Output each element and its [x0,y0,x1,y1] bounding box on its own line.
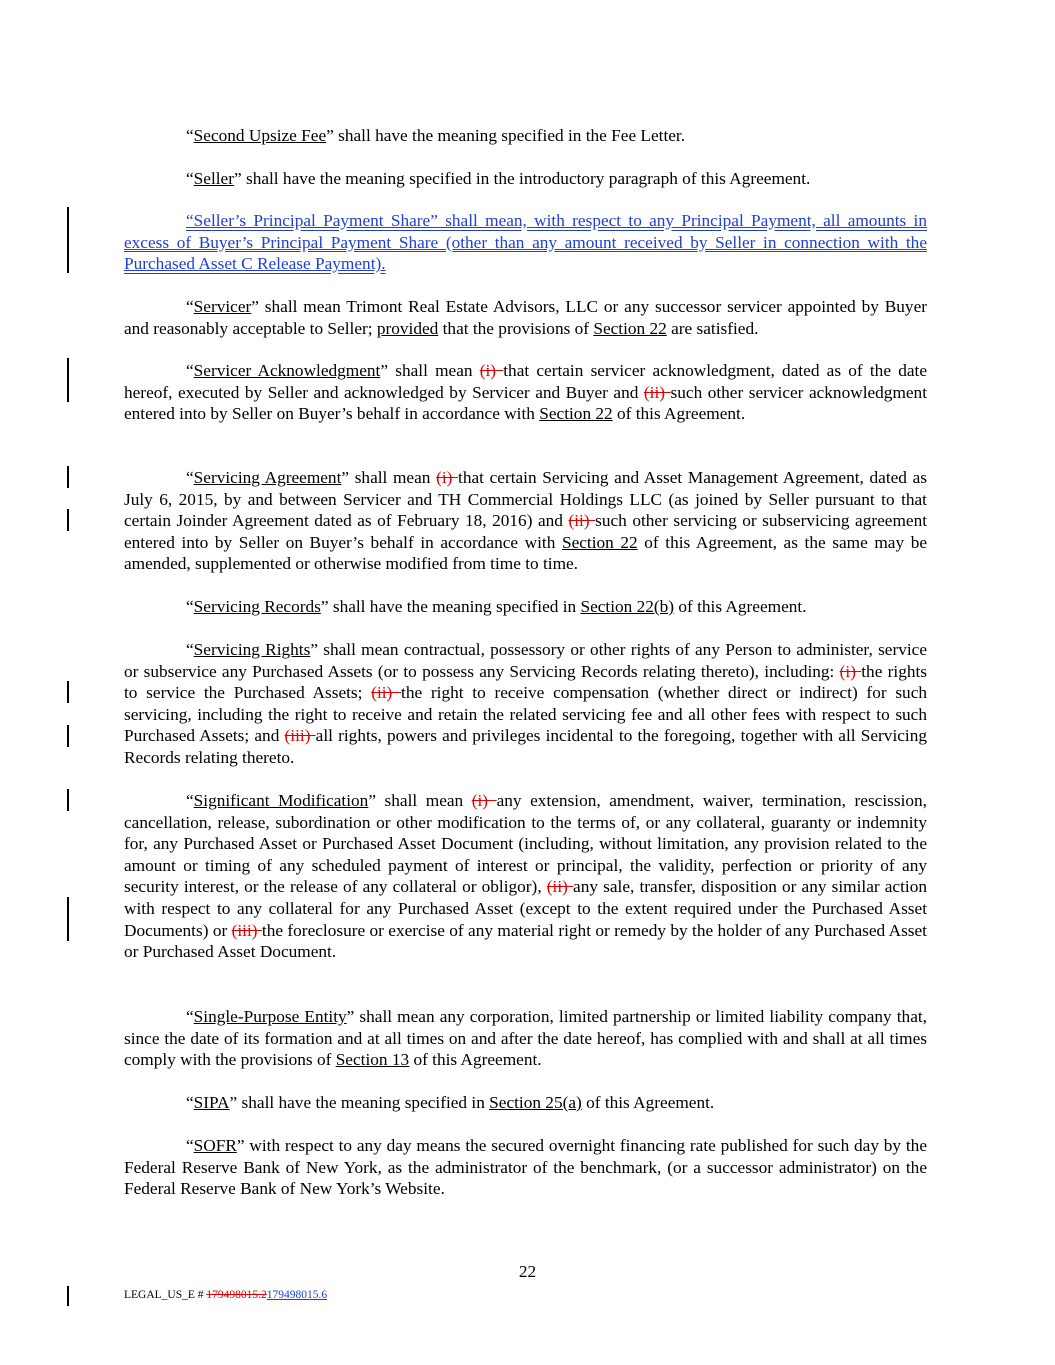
defined-term: Single-Purpose Entity [193,1007,347,1026]
body-text: ” with respect to any day means the secured overnight financing rate published for such day by the Federal Reserve Bank of New York, as the administrator of the benchmark, (or a successor administrator) on the Federal Reserve Bank of New York’s Website. [124,1136,927,1199]
body-text: “ [186,361,194,380]
definition-paragraph [124,168,927,190]
body-text: ” shall mean [368,791,472,810]
body-text: that the provisions of [438,318,594,338]
deleted-text: (i) [479,361,504,380]
body-text: ” shall mean [341,468,437,487]
body-text: ” shall mean [380,361,480,380]
inserted-text: “Seller’s Principal Payment Share” shall mean, with respect to any Principal Payment, all amounts in excess of Buyer’s Principal Payment Share (other than any amount received by Seller in connection with the Purchased Asset C Release Payment). [124,211,927,274]
body-text: such other servicer acknowledgment entered into by Seller on Buyer’s behalf in accordance with [124,382,928,424]
body-text: ” shall mean contractual, possessory or other rights of any Person to administer, service or subservice any Purchased Assets (or to possess any Servicing Records relating thereto), including: [124,640,928,681]
body-text: the right to receive compensation (whether direct or indirect) for such servicing, including the right to receive and retain the related servicing fee and all other fees with respect to such Purchased Assets; and [124,683,928,746]
defined-term: Section 25(a) [489,1093,582,1112]
document-id-footer [124,1289,327,1301]
definition-paragraph [124,790,927,963]
body-text: the rights to service the Purchased Assets; [124,661,928,703]
body-text: “ [186,297,194,316]
definition-paragraph [124,639,927,769]
body-text: ” shall mean Trimont Real Estate Advisors, LLC or any successor servicer appointed by Buyer and reasonably acceptable to Seller; [124,297,927,338]
footer-deleted-id: 179498015.2 [206,1289,267,1301]
body-text: “ [186,1093,194,1112]
body-text: “ [186,468,194,487]
change-bar [67,725,69,747]
body-text: such other servicing or subservicing agreement entered into by Seller on Buyer’s behalf in accordance with [124,511,928,552]
change-bar [67,358,69,402]
definition-paragraph [124,1135,927,1200]
change-bar [67,897,69,941]
deleted-text: (i) [471,791,497,810]
definition-paragraph [124,1006,927,1071]
defined-term: Section 22(b) [580,597,675,616]
body-text: “ [186,169,194,188]
footer-inserted-id: 179498015.6 [266,1289,328,1301]
body-text: ” shall mean any corporation, limited partnership or limited liability company that, since the date of its formation and at all times on and after the date hereof, has complied with and shall at all times comply with the provisions of [124,1007,927,1070]
body-text: that certain Servicing and Asset Management Agreement, dated as July 6, 2015, by and between Servicer and TH Commercial Holdings LLC (as joined by Seller pursuant to that certain Joinder Agreement dated as of February 18, 2016) and [124,468,927,531]
defined-term: Servicer [193,297,252,316]
definition-paragraph [124,125,927,147]
body-text: of this Agreement. [581,1093,715,1112]
definition-paragraph [124,1092,927,1114]
body-text: of this Agreement. [674,597,807,616]
change-bar [67,207,69,273]
change-bar [67,789,69,811]
definition-paragraph [124,596,927,618]
body-text: ” shall have the meaning specified in the introductory paragraph of this Agreement. [233,169,811,188]
defined-term: Servicing Agreement [193,468,342,487]
defined-term: Servicing Rights [193,640,311,659]
defined-term: Second Upsize Fee [193,126,327,145]
defined-term: Seller [193,169,234,188]
deleted-text: (i) [436,468,459,487]
body-text: all rights, powers and privileges incidental to the foregoing, together with all Servicing Records relating thereto. [124,726,927,767]
body-text: ” shall have the meaning specified in the Fee Letter. [326,126,686,145]
definition-paragraph [124,296,927,339]
definition-paragraph [124,210,927,275]
body-text: ” shall have the meaning specified in [320,597,581,616]
change-bar [67,1286,69,1306]
body-text: of this Agreement, as the same may be amended, supplemented or otherwise modified from time to time. [124,532,927,574]
body-text: “ [186,126,194,145]
deleted-text: (iii) [284,726,316,746]
body-text: “ [186,791,194,810]
change-bar [67,681,69,703]
defined-term: Section 22 [561,532,638,552]
body-text: “ [186,1136,194,1155]
body-text: are satisfied. [666,318,759,338]
defined-term: SIPA [193,1093,230,1112]
defined-term: Servicer Acknowledgment [193,361,381,380]
deleted-text: (ii) [371,683,402,703]
body-text: the foreclosure or exercise of any material right or remedy by the holder of any Purchased Asset or Purchased Asset Document. [124,920,927,962]
deleted-text: (ii) [643,382,671,402]
defined-term: Section 22 [593,318,667,338]
change-bar [67,509,69,531]
definition-paragraph [124,360,927,425]
defined-term: provided [376,318,439,338]
deleted-text: (i) [839,661,862,681]
deleted-text: (ii) [546,877,574,897]
body-text: “ [186,597,194,616]
body-text: “ [186,1007,194,1026]
definition-paragraph [124,467,927,575]
page-number: 22 [518,1262,537,1281]
body-text: of this Agreement. [612,404,746,424]
defined-term: Section 13 [335,1050,410,1070]
defined-term: Significant Modification [193,791,369,810]
change-bar [67,466,69,488]
deleted-text: (iii) [231,920,262,940]
defined-term: Section 22 [539,404,613,424]
defined-term: SOFR [193,1136,237,1155]
body-text: any sale, transfer, disposition or any similar action with respect to any collateral for any Purchased Asset (except to the extent required under the Purchased Asset Documents) or [124,877,927,940]
body-text: that certain servicer acknowledgment, dated as of the date hereof, executed by Seller and acknowledged by Servicer and Buyer and [124,361,927,402]
body-text: ” shall have the meaning specified in [229,1093,490,1112]
body-text: of this Agreement. [409,1050,542,1070]
footer-prefix: LEGAL_US_E # [124,1289,207,1301]
body-text: “ [186,640,194,659]
body-text: any extension, amendment, waiver, termination, rescission, cancellation, release, subordination or other modification to the terms of, or any collateral, guaranty or indemnity for, any Purchased Asset or Purchased Asset Document (including, without limitation, any provision related to the amount or timing of any scheduled payment of interest or principal, the validity, perfection or priority of any security interest, or the release of any collateral or obligor), [124,791,927,897]
deleted-text: (ii) [568,511,596,531]
defined-term: Servicing Records [193,597,321,616]
